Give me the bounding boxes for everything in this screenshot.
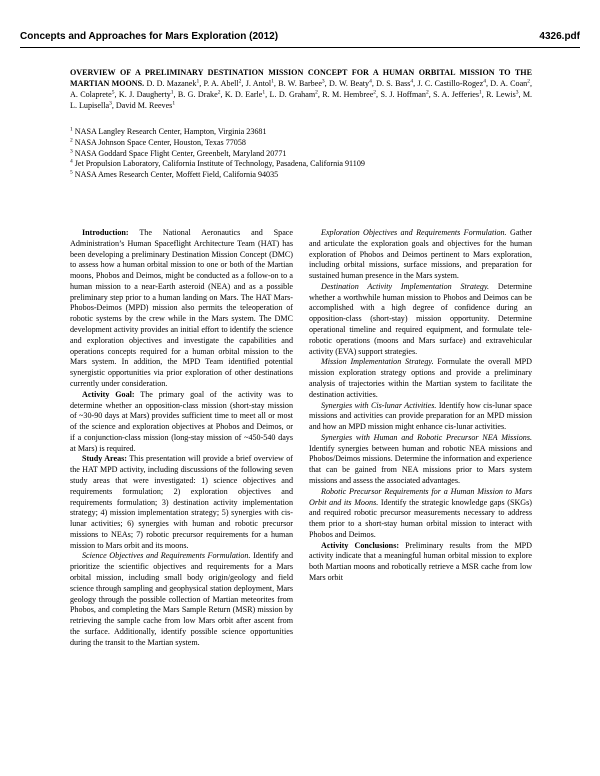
author-name: A. Colaprete	[70, 90, 112, 99]
exploration-text: Gather and articulate the exploration goals and objectives for the human exploration of Phobos and Deimos pertinent to Mars exploration, including orbital missions, surface missions, and preparation for sustained human presence in the Mars system.	[309, 228, 532, 281]
author-name: R. Lewis	[486, 90, 516, 99]
conclusions-text: Preliminary results from the MPD activity indicate that a meaningful human orbital mission to explore both Martian moons and robotically retrieve a MSR cache from low Mars orbit	[309, 540, 532, 582]
affiliation-text: NASA Goddard Space Flight Center, Greenbelt, Maryland 20771	[72, 148, 287, 158]
affiliation-line	[70, 138, 490, 149]
affiliation-line	[70, 170, 490, 181]
author-name: S. A. Jefferies	[433, 90, 480, 99]
science-heading: Science Objectives and Requirements Formulation.	[82, 551, 251, 561]
author-affiliation-mark: 2	[527, 78, 530, 85]
author-name: K. J. Daugherty	[118, 90, 171, 99]
author-name: D. A. Coan	[490, 79, 528, 88]
affiliation-number: 1	[70, 126, 73, 133]
affiliation-line	[70, 159, 490, 170]
conclusions-heading: Activity Conclusions:	[321, 540, 400, 550]
author-affiliation-mark: 2	[373, 89, 377, 96]
author-affiliation-mark: 1	[170, 89, 174, 96]
affiliation-line	[70, 149, 490, 160]
author-name: D. W. Beaty	[328, 79, 370, 88]
author-name: J. Antol	[245, 79, 272, 88]
author-affiliation-mark: 2	[238, 78, 242, 85]
column-left	[70, 228, 293, 648]
author-affiliation-mark: 4	[410, 78, 414, 85]
column-right	[309, 228, 532, 584]
author-name: J. C. Castillo-Rogez	[417, 79, 484, 88]
author-name: R. M. Hembree	[322, 90, 374, 99]
nea-text: Identify synergies between human and robotic NEA missions and Phobos/Deimos missions. Determine the information and experience that can be gained from NEA missions prior to Mars system missions and assess the associated advantages.	[309, 443, 532, 485]
goal-heading: Activity Goal:	[82, 389, 135, 399]
goal-text: The primary goal of the activity was to determine whether an opposition-class mission (short-stay mission of ~30-90 days at Mars) provides sufficient time to meet all or most of the science and exploration objectives at Phobos and Deimos, or if a conjunction-class mission (long-stay mission of ~450-540 days at Mars) is required.	[70, 389, 293, 453]
author-affiliation-mark: 3	[109, 100, 112, 107]
destination-text: Determine whether a worthwhile human mission to Phobos and Deimos can be accomplished with a high degree of confidence during an opposition-class (short-stay) mission opportunity. Determine operational timeline and required equipment, and formulate tele-robotic operations (moons and Mars surface) and extravehicular activity (EVA) support strategies.	[309, 281, 532, 356]
author-name: L. D. Graham	[269, 90, 316, 99]
author-affiliation-mark: 1	[262, 89, 266, 96]
intro-text: The National Aeronautics and Space Administration’s Human Spaceflight Architecture Team (HAT) has been developing a preliminary Destination Mission Concept (DMC) to assess how a human orbital mission to one or both of the Martian moons, Phobos and Deimos, might be conducted as a follow-on to a human mission to a near-Earth asteroid (NEA) and as a possible preliminary step prior to a human landing on Mars. The HAT Mars-Phobos-Deimos (MPD) mission also permits the teleoperation of robotic systems by the crew while in the Mars system. The DMC development activity provides an initial effort to identify the science and exploration objectives and investigate the capabilities and operations concepts required for a human orbital mission to the Mars system. In addition, the MPD Team identified potential synergistic opportunities via prior exploration of other destinations currently under consideration.	[70, 228, 293, 388]
author-name: P. A. Abell	[203, 79, 239, 88]
cislunar-heading: Synergies with Cis-lunar Activities.	[321, 400, 437, 410]
intro-heading: Introduction:	[82, 228, 129, 237]
mission-heading: Mission Implementation Strategy.	[321, 357, 434, 367]
author-affiliation-mark: 4	[483, 78, 486, 85]
affiliations	[70, 127, 490, 181]
author-affiliation-mark: 5	[111, 89, 115, 96]
author-affiliation-mark: 1	[196, 78, 200, 85]
paper-title: OVERVIEW OF A PRELIMINARY DESTINATION MISSION CONCEPT FOR A HUMAN ORBITAL MISSION TO THE MARTIAN MOONS.	[70, 68, 532, 88]
mission-text: Formulate the overall MPD mission exploration strategy options and provide a preliminary analysis of trajectories within the Martian system to facilitate the destination activities.	[309, 357, 532, 399]
author-name: B. W. Barbee	[278, 79, 322, 88]
areas-text: This presentation will provide a brief overview of the HAT MPD activity, including discussions of the following seven study areas that were investigated: 1) science objectives and requirements formulation; 2) exploration objectives and requirements formulation; 3) destination activity implementation strategy; 4) mission implementation strategy; 5) synergies with cis-lunar activities; 6) synergies with human and robotic precursor missions to NEAs; 7) robotic precursor requirements for a human mission to Mars orbit and its moons.	[70, 454, 293, 550]
affiliation-line	[70, 127, 490, 138]
affiliation-text: Jet Propulsion Laboratory, California Institute of Technology, Pasadena, California 91109	[72, 159, 365, 169]
affiliation-text: NASA Johnson Space Center, Houston, Texas 77058	[72, 137, 246, 147]
destination-heading: Destination Activity Implementation Strategy.	[321, 281, 490, 291]
affiliation-text: NASA Ames Research Center, Moffett Field, California 94035	[72, 170, 279, 180]
affiliation-number: 2	[70, 137, 73, 144]
affiliation-number: 5	[70, 169, 73, 176]
author-affiliation-mark: 4	[369, 78, 372, 85]
affiliation-text: NASA Langley Research Center, Hampton, Virginia 23681	[72, 127, 267, 136]
robotic-heading: Robotic Precursor Requirements for a Human Mission to Mars Orbit and its Moons.	[309, 486, 532, 507]
author-affiliation-mark: 1	[172, 100, 176, 107]
author-name: S. J. Hoffman	[380, 90, 426, 99]
cislunar-text: Identify how cis-lunar space missions and activities can provide preparation for an MPD mission and how an MPD mission might enhance cis-lunar activities.	[309, 400, 532, 432]
affiliation-number: 3	[70, 147, 73, 154]
header-rule	[20, 47, 580, 48]
running-header-left: Concepts and Approaches for Mars Exploration (2012)	[20, 31, 279, 42]
author-name: K. D. Earle	[224, 90, 263, 99]
exploration-heading: Exploration Objectives and Requirements Formulation.	[321, 228, 507, 237]
author-name: D. D. Mazanek	[146, 79, 197, 88]
author-affiliation-mark: 1	[271, 78, 274, 85]
author-name: D. S. Bass	[376, 79, 411, 88]
author-affiliation-mark: 1	[479, 89, 482, 96]
author-affiliation-mark: 2	[217, 89, 221, 96]
author-name: B. G. Drake	[177, 90, 218, 99]
science-text: Identify and prioritize the scientific objectives and requirements for a Mars orbital mission, including small body origin/geology and field science through sampling and geophysical station deployment, Mars geology through the possible collection of Martian meteorites from Phobos, and completing the Mars Sample Return (MSR) mission by retrieving the sample cache from low Mars orbit after ascent from the surface. Additionally, identify possible science opportunities during the transit to the Martian system.	[70, 551, 293, 647]
author-list: D. D. Mazanek$^1$, P. A. Abell$^2$, J. Antol$^1$, B. W. Barbee$^3$, D. W. Beaty$^4$, D. S. Bass$^4$, J. C. Castillo-Rogez$^4$, D. A. Coan$^2$, A. Colaprete$^5$, K. J. Daugherty$^1$, B. G. Drake$^2$, K. D. Earle$^1$, L. D. Graham$^2$, R. M. Hembree$^2$, S. J. Hoffman$^2$, S. A. Jefferies$^1$, R. Lewis$^3$, M. L. Lupisella$^3$, David M. Reeves$^1$	[70, 78, 533, 110]
title-and-authors	[70, 67, 532, 111]
author-name: David M. Reeves	[115, 101, 173, 110]
areas-heading: Study Areas:	[82, 454, 127, 464]
running-header-right: 4326.pdf	[539, 31, 580, 42]
author-affiliation-mark: 3	[321, 78, 325, 85]
author-name: M. L. Lupisella	[70, 90, 533, 110]
author-affiliation-mark: 3	[515, 89, 519, 96]
robotic-text: Identify the strategic knowledge gaps (SKGs) and required robotic precursor measurements necessary to address them prior to a short-stay human orbital mission to interact with Phobos and Deimos.	[309, 497, 532, 539]
nea-heading: Synergies with Human and Robotic Precursor NEA Missions.	[321, 432, 532, 442]
author-affiliation-mark: 2	[315, 89, 318, 96]
affiliation-number: 4	[70, 158, 73, 165]
author-affiliation-mark: 2	[425, 89, 429, 96]
